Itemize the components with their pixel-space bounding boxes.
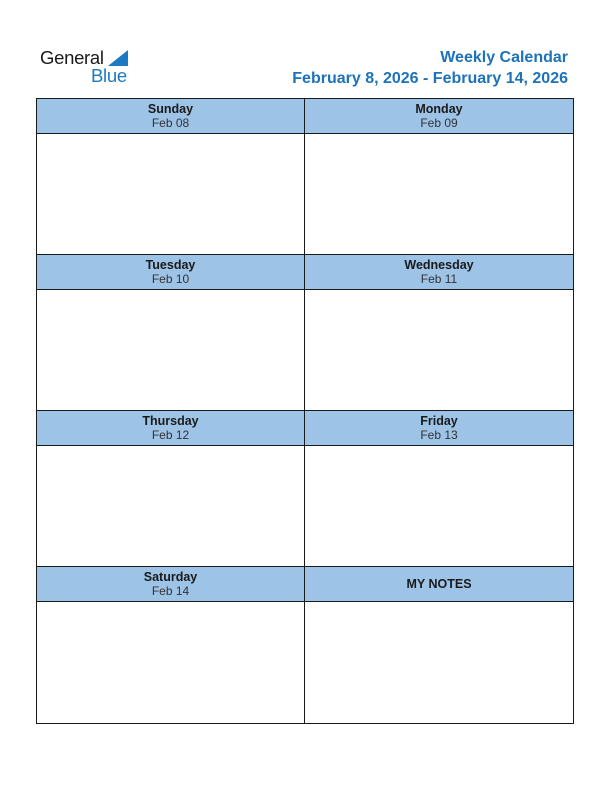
day-writing-area (37, 134, 304, 254)
day-header (37, 255, 304, 290)
day-date: Feb 08 (151, 116, 190, 130)
day-name: Sunday (147, 102, 194, 116)
notes-cell (305, 567, 573, 723)
day-name: Monday (415, 102, 463, 116)
day-name: Friday (420, 414, 458, 428)
day-name: Wednesday (404, 258, 474, 272)
day-writing-area (37, 602, 304, 723)
day-cell-saturday (37, 567, 305, 723)
day-header (305, 255, 573, 290)
calendar-header (292, 48, 568, 90)
day-cell-sunday (37, 99, 305, 255)
day-date: Feb 14 (151, 584, 190, 598)
day-cell-friday (305, 411, 573, 567)
day-date: Feb 10 (151, 272, 190, 286)
day-writing-area (37, 446, 304, 566)
notes-writing-area (305, 602, 573, 723)
notes-label: MY NOTES (406, 577, 472, 591)
day-date: Feb 11 (420, 272, 458, 286)
day-date: Feb 12 (151, 428, 190, 442)
day-writing-area (37, 290, 304, 410)
day-cell-wednesday (305, 255, 573, 411)
day-date: Feb 09 (420, 116, 458, 130)
logo-word-blue: Blue (91, 65, 127, 86)
day-header (37, 567, 304, 602)
day-header (305, 411, 573, 446)
notes-header (305, 567, 573, 602)
calendar-date-range: February 8, 2026 - February 14, 2026 (292, 70, 568, 87)
day-writing-area (305, 290, 573, 410)
week-grid (36, 98, 574, 724)
day-name: Thursday (142, 414, 199, 428)
day-header (305, 99, 573, 134)
general-blue-logo (40, 47, 150, 87)
day-cell-thursday (37, 411, 305, 567)
day-date: Feb 13 (420, 428, 458, 442)
day-name: Tuesday (145, 258, 196, 272)
day-writing-area (305, 446, 573, 566)
day-header (37, 99, 304, 134)
day-cell-monday (305, 99, 573, 255)
day-writing-area (305, 134, 573, 254)
day-cell-tuesday (37, 255, 305, 411)
logo-triangle-icon (108, 50, 128, 66)
calendar-title: Weekly Calendar (440, 49, 568, 66)
logo-word-general: General (40, 47, 104, 68)
day-header (37, 411, 304, 446)
day-name: Saturday (143, 570, 198, 584)
